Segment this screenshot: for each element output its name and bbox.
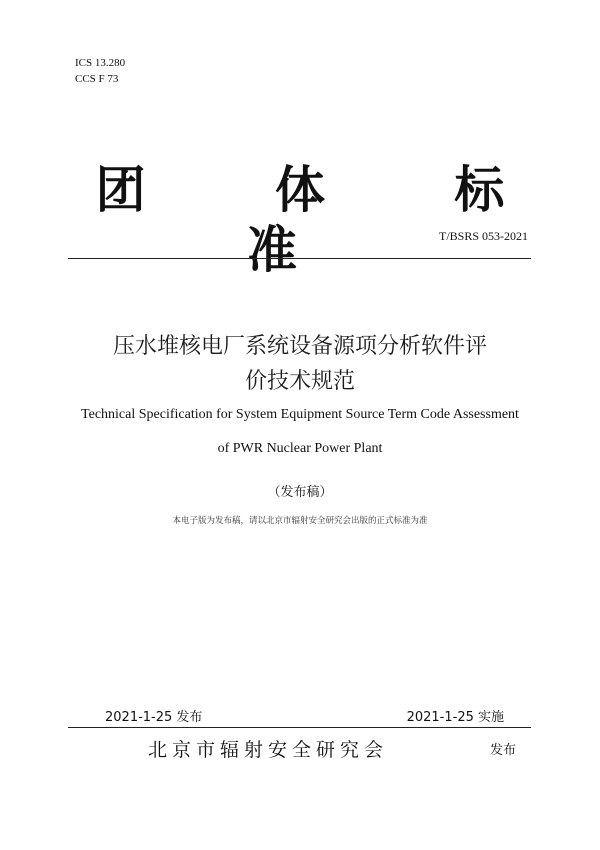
- english-title-line-1: Technical Specification for System Equipment Source Term Code Assessment: [81, 407, 519, 422]
- standard-number: T/BSRS 053-2021: [438, 229, 528, 243]
- top-divider: [68, 258, 531, 259]
- ccs-code: CCS F 73: [75, 73, 119, 85]
- issue-date: 2021-1-25 发布: [105, 710, 203, 725]
- publisher-name: 北京市辐射安全研究会: [148, 739, 389, 761]
- edition-notice: 本电子版为发布稿，请以北京市辐射安全研究会出版的正式标准为准: [172, 516, 428, 526]
- document-type-title: 团 体 标 准: [95, 161, 561, 279]
- bottom-divider: [68, 727, 531, 728]
- ics-code: ICS 13.280: [75, 57, 126, 69]
- english-title-line-2: of PWR Nuclear Power Plant: [217, 441, 383, 456]
- chinese-title-line-1: 压水堆核电厂系统设备源项分析软件评: [112, 334, 487, 359]
- chinese-title-line-2: 价技术规范: [244, 369, 355, 394]
- draft-status-label: （发布稿）: [267, 485, 333, 500]
- publish-label: 发布: [490, 743, 517, 758]
- implementation-date: 2021-1-25 实施: [406, 710, 504, 725]
